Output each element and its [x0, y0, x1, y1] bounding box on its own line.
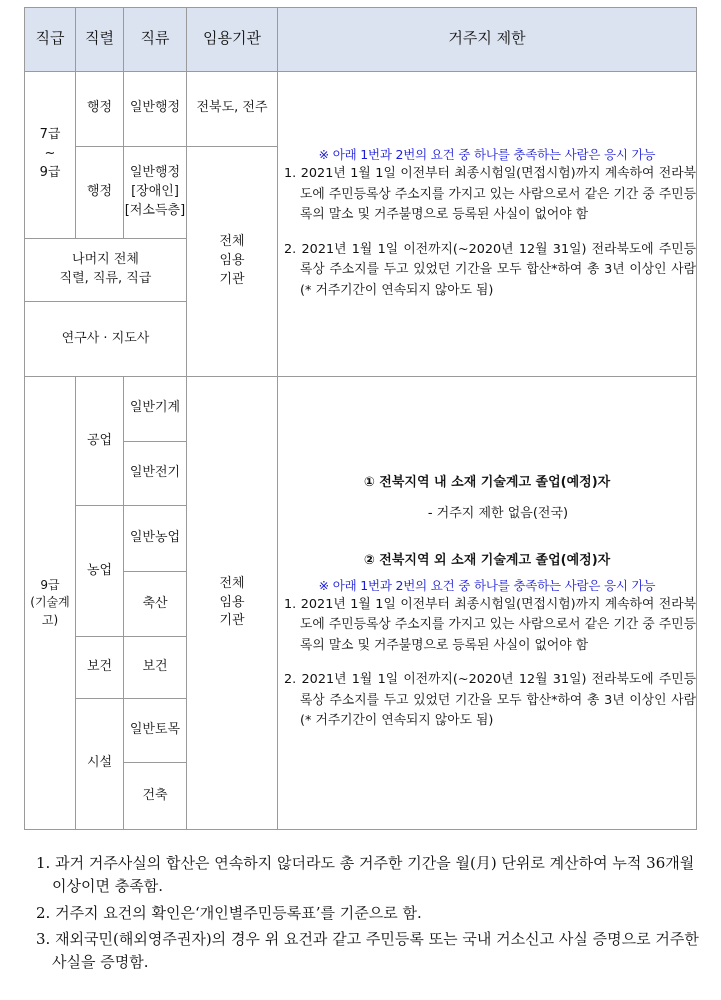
- notice-text: ※ 아래 1번과 2번의 요건 중 하나를 충족하는 사람은 응시 가능: [318, 147, 656, 163]
- header-row: [25, 8, 697, 72]
- restriction-cell-2: [278, 377, 697, 830]
- requirement-item: 1. 2021년 1월 1일 이전부터 최종시험일(면접시험)까지 계속하여 전라북도에 주민등록상 주소지를 가지고 있는 사람으로서 같은 기간 중 주민등록의 말소 및 거주불명으로 등록된 사실이 없어야 함: [284, 166, 696, 223]
- header-restriction: 거주지 제한: [278, 8, 697, 72]
- footnote-item: 3. 재외국민(해외영주권자)의 경우 위 요건과 같고 주민등록 또는 국내 거소신고 사실 증명으로 거주한 사실을 증명함.: [36, 929, 699, 971]
- header-agency: 임용기관: [187, 8, 278, 72]
- agency-cell: 전북도, 전주: [187, 71, 278, 147]
- series-cell: 공업: [76, 377, 124, 506]
- requirement-item: 2. 2021년 1월 1일 이전까지(~2020년 12월 31일) 전라북도에 주민등록상 주소지를 두고 있었던 기간을 모두 합산*하여 총 3년 이상인 사람 (* 거주기간이 연속되지 않아도 됨): [284, 672, 696, 729]
- residency-table: [24, 7, 697, 830]
- notice-text: ※ 아래 1번과 2번의 요건 중 하나를 충족하는 사람은 응시 가능: [318, 577, 656, 593]
- series-cell: 보건: [76, 637, 124, 699]
- footnotes: [36, 852, 708, 977]
- header-class: 직류: [124, 8, 187, 72]
- class-cell: 일반행정: [124, 71, 187, 147]
- series-cell: 시설: [76, 698, 124, 829]
- class-cell: 건축: [124, 763, 187, 830]
- footnote-item: 1. 과거 거주사실의 합산은 연속하지 않더라도 총 거주한 기간을 월(月) 단위로 계산하여 누적 36개월 이상이면 충족함.: [36, 854, 695, 896]
- condition-2: ② 전북지역 외 소재 기술계고 졸업(예정)자: [363, 553, 611, 568]
- agency-cell: 전체 임용 기관: [187, 147, 278, 377]
- merged-cell: 연구사 · 지도사: [25, 302, 187, 377]
- class-cell: 일반전기: [124, 441, 187, 506]
- table-row: [25, 71, 697, 147]
- requirement-item: 1. 2021년 1월 1일 이전부터 최종시험일(면접시험)까지 계속하여 전라북도에 주민등록상 주소지를 가지고 있는 사람으로서 같은 기간 중 주민등록의 말소 및 거주불명으로 등록된 사실이 없어야 함: [284, 596, 696, 653]
- series-cell: 농업: [76, 506, 124, 637]
- header-series: 직렬: [76, 8, 124, 72]
- series-cell: 행정: [76, 71, 124, 147]
- footnote-item: 2. 거주지 요건의 확인은‘개인별주민등록표’를 기준으로 함.: [36, 903, 422, 922]
- grade-cell: 7급 ~ 9급: [25, 71, 76, 238]
- series-cell: 행정: [76, 147, 124, 239]
- class-cell: 보건: [124, 637, 187, 699]
- table-row: [25, 377, 697, 442]
- class-cell: 축산: [124, 571, 187, 637]
- class-cell: 일반행정 [장애인] [저소득층]: [124, 147, 187, 239]
- restriction-cell-1: [278, 71, 697, 377]
- merged-cell: 나머지 전체 직렬, 직류, 직급: [25, 238, 187, 302]
- condition-1: ① 전북지역 내 소재 기술계고 졸업(예정)자: [363, 475, 611, 491]
- requirement-item: 2. 2021년 1월 1일 이전까지(~2020년 12월 31일) 전라북도에 주민등록상 주소지를 두고 있었던 기간을 모두 합산*하여 총 3년 이상인 사람 (* 거주기간이 연속되지 않아도 됨): [284, 241, 696, 298]
- agency-cell: 전체 임용 기관: [187, 377, 278, 830]
- class-cell: 일반농업: [124, 506, 187, 572]
- class-cell: 일반토목: [124, 698, 187, 763]
- class-cell: 일반기계: [124, 377, 187, 442]
- condition-1-note: - 거주지 제한 없음(전국): [427, 506, 569, 522]
- header-grade: 직급: [25, 8, 76, 72]
- grade-cell: 9급 (기술계고): [25, 377, 76, 830]
